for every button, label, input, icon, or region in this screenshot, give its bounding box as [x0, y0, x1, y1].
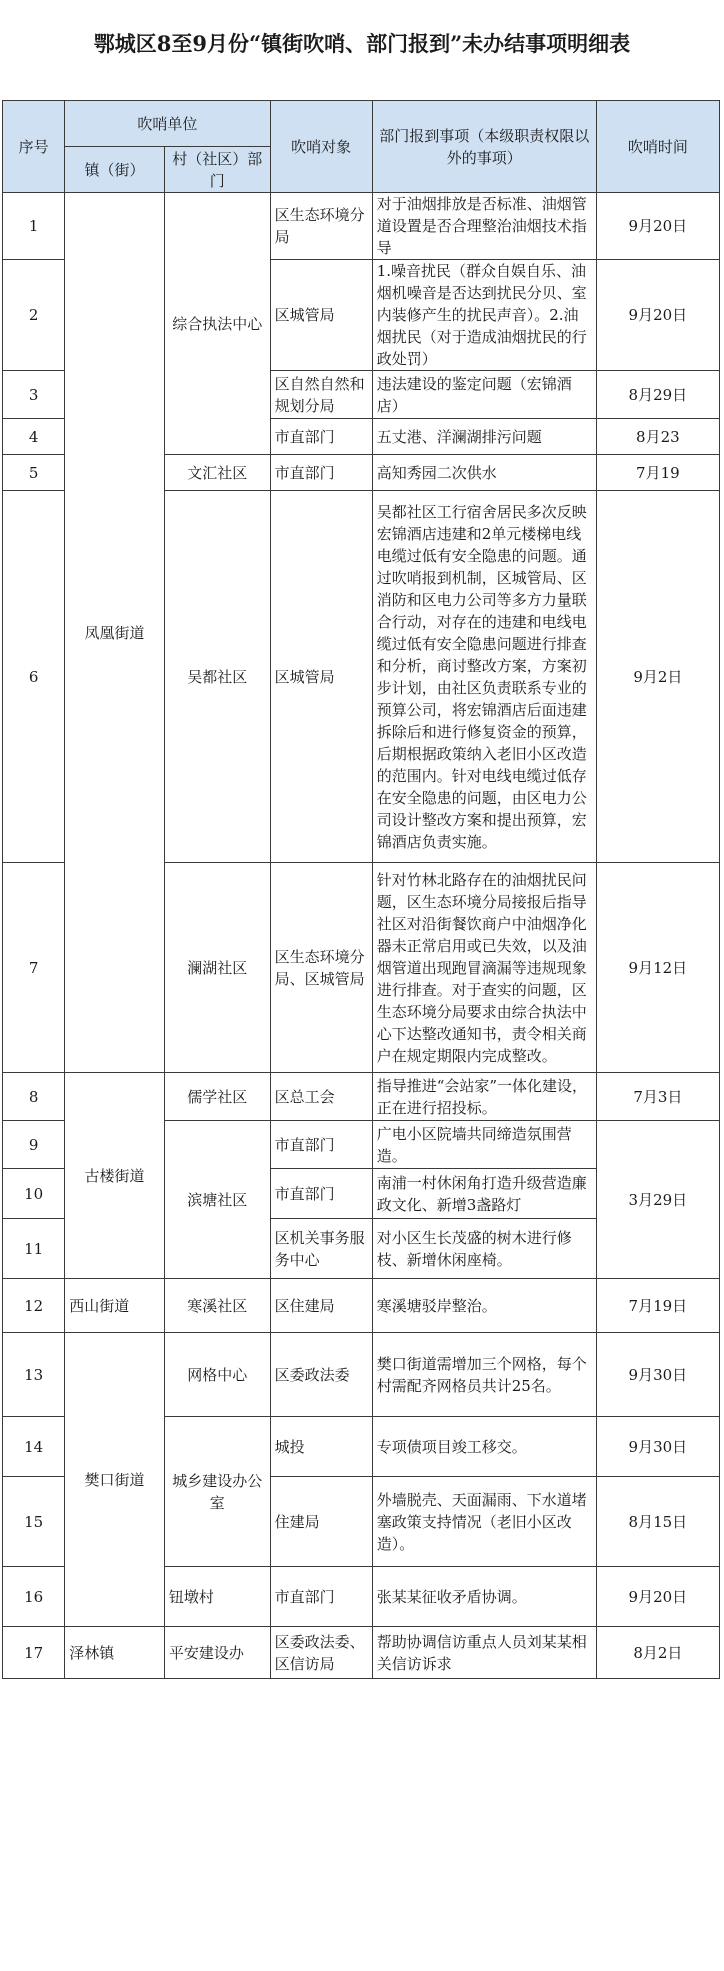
target-cell: 住建局 [270, 1477, 372, 1567]
matter-cell: 南浦一村休闲角打造升级营造廉政文化、新增3盏路灯 [372, 1169, 596, 1219]
time-cell: 9月20日 [596, 260, 719, 371]
target-cell: 区总工会 [270, 1073, 372, 1121]
target-cell: 区城管局 [270, 260, 372, 371]
village-cell: 综合执法中心 [164, 193, 270, 455]
village-cell: 城乡建设办公室 [164, 1417, 270, 1567]
target-cell: 市直部门 [270, 1567, 372, 1627]
seq-cell: 9 [3, 1121, 65, 1169]
target-cell: 区住建局 [270, 1279, 372, 1333]
target-cell: 市直部门 [270, 1121, 372, 1169]
target-cell: 市直部门 [270, 1169, 372, 1219]
target-cell: 区委政法委、区信访局 [270, 1627, 372, 1679]
target-cell: 区城管局 [270, 491, 372, 863]
header-unit: 吹哨单位 [65, 101, 270, 147]
target-cell: 区自然自然和规划分局 [270, 371, 372, 419]
village-cell: 澜湖社区 [164, 863, 270, 1073]
matter-cell: 外墙脱壳、天面漏雨、下水道堵塞政策支持情况（老旧小区改造）。 [372, 1477, 596, 1567]
matter-cell: 指导推进“会站家”一体化建设，正在进行招投标。 [372, 1073, 596, 1121]
village-cell: 寒溪社区 [164, 1279, 270, 1333]
village-cell: 钮墩村 [164, 1567, 270, 1627]
town-cell: 泽林镇 [65, 1627, 165, 1679]
page-title: 鄂城区8至9月份“镇街吹哨、部门报到”未办结事项明细表 [93, 31, 631, 56]
time-cell: 3月29日 [596, 1121, 719, 1279]
time-cell: 7月3日 [596, 1073, 719, 1121]
matter-cell: 广电小区院墙共同缔造氛围营造。 [372, 1121, 596, 1169]
target-cell: 区生态环境分局 [270, 193, 372, 260]
time-cell: 9月2日 [596, 491, 719, 863]
town-cell: 凤凰街道 [65, 193, 165, 1073]
time-cell: 9月20日 [596, 1567, 719, 1627]
town-cell: 古楼街道 [65, 1073, 165, 1279]
town-cell: 西山街道 [65, 1279, 165, 1333]
seq-cell: 6 [3, 491, 65, 863]
time-cell: 9月12日 [596, 863, 719, 1073]
village-cell: 儒学社区 [164, 1073, 270, 1121]
time-cell: 8月23 [596, 419, 719, 455]
seq-cell: 17 [3, 1627, 65, 1679]
town-cell: 樊口街道 [65, 1333, 165, 1627]
seq-cell: 12 [3, 1279, 65, 1333]
village-cell: 文汇社区 [164, 455, 270, 491]
time-cell: 8月2日 [596, 1627, 719, 1679]
header-seq: 序号 [3, 101, 65, 193]
matter-cell: 高知秀园二次供水 [372, 455, 596, 491]
matter-cell: 张某某征收矛盾协调。 [372, 1567, 596, 1627]
matter-cell: 针对竹林北路存在的油烟扰民问题，区生态环境分局接报后指导社区对沿街餐饮商户中油烟净化器未正常启用或已失效，以及油烟管道出现跑冒滴漏等违规现象进行排查。对于查实的问题，区生态环境分局要求由综合执法中心下达整改通知书，责令相关商户在规定期限内完成整改。 [372, 863, 596, 1073]
time-cell: 8月29日 [596, 371, 719, 419]
matter-cell: 违法建设的鉴定问题（宏锦酒店） [372, 371, 596, 419]
matter-cell: 吴都社区工行宿舍居民多次反映宏锦酒店违建和2单元楼梯电线电缆过低有安全隐患的问题。通过吹哨报到机制，区城管局、区消防和区电力公司等多方力量联合行动，对存在的违建和电线电缆过低有安全隐患问题进行排查和分析，商讨整改方案，方案初步计划，由社区负责联系专业的预算公司，将宏锦酒店后面违建拆除后和进行修复资金的预算，后期根据政策纳入老旧小区改造的范围内。针对电线电缆过低存在安全隐患的问题，由区电力公司设计整改方案和提出预算，宏锦酒店负责实施。 [372, 491, 596, 863]
seq-cell: 14 [3, 1417, 65, 1477]
header-time: 吹哨时间 [596, 101, 719, 193]
village-cell: 网格中心 [164, 1333, 270, 1417]
seq-cell: 5 [3, 455, 65, 491]
seq-cell: 10 [3, 1169, 65, 1219]
target-cell: 区机关事务服务中心 [270, 1219, 372, 1279]
time-cell: 9月20日 [596, 193, 719, 260]
time-cell: 8月15日 [596, 1477, 719, 1567]
time-cell: 7月19 [596, 455, 719, 491]
table-row [3, 1073, 720, 1121]
matter-cell: 寒溪塘驳岸整治。 [372, 1279, 596, 1333]
matter-cell: 专项债项目竣工移交。 [372, 1417, 596, 1477]
seq-cell: 3 [3, 371, 65, 419]
time-cell: 9月30日 [596, 1417, 719, 1477]
time-cell: 9月30日 [596, 1333, 719, 1417]
time-cell: 7月19日 [596, 1279, 719, 1333]
seq-cell: 2 [3, 260, 65, 371]
header-town: 镇（街） [65, 147, 165, 193]
seq-cell: 4 [3, 419, 65, 455]
seq-cell: 7 [3, 863, 65, 1073]
seq-cell: 16 [3, 1567, 65, 1627]
target-cell: 城投 [270, 1417, 372, 1477]
matter-cell: 樊口街道需增加三个网格，每个村需配齐网格员共计25名。 [372, 1333, 596, 1417]
target-cell: 区生态环境分局、区城管局 [270, 863, 372, 1073]
seq-cell: 1 [3, 193, 65, 260]
table-row [3, 1627, 720, 1679]
matter-cell: 五丈港、洋澜湖排污问题 [372, 419, 596, 455]
header-target: 吹哨对象 [270, 101, 372, 193]
table-row [3, 1333, 720, 1417]
matter-cell: 对小区生长茂盛的树木进行修枝、新增休闲座椅。 [372, 1219, 596, 1279]
seq-cell: 8 [3, 1073, 65, 1121]
village-cell: 平安建设办 [164, 1627, 270, 1679]
target-cell: 市直部门 [270, 455, 372, 491]
seq-cell: 13 [3, 1333, 65, 1417]
seq-cell: 11 [3, 1219, 65, 1279]
matter-cell: 帮助协调信访重点人员刘某某相关信访诉求 [372, 1627, 596, 1679]
header-village: 村（社区）部门 [164, 147, 270, 193]
village-cell: 吴都社区 [164, 491, 270, 863]
seq-cell: 15 [3, 1477, 65, 1567]
matter-cell: 对于油烟排放是否标准、油烟管道设置是否合理整治油烟技术指导 [372, 193, 596, 260]
detail-table [2, 100, 720, 1679]
table-row [3, 1279, 720, 1333]
header-matter: 部门报到事项（本级职责权限以外的事项） [372, 101, 596, 193]
target-cell: 市直部门 [270, 419, 372, 455]
table-row [3, 193, 720, 260]
target-cell: 区委政法委 [270, 1333, 372, 1417]
village-cell: 滨塘社区 [164, 1121, 270, 1279]
matter-cell: 1.噪音扰民（群众自娱自乐、油烟机噪音是否达到扰民分贝、室内装修产生的扰民声音）。2.油烟扰民（对于造成油烟扰民的行政处罚） [372, 260, 596, 371]
